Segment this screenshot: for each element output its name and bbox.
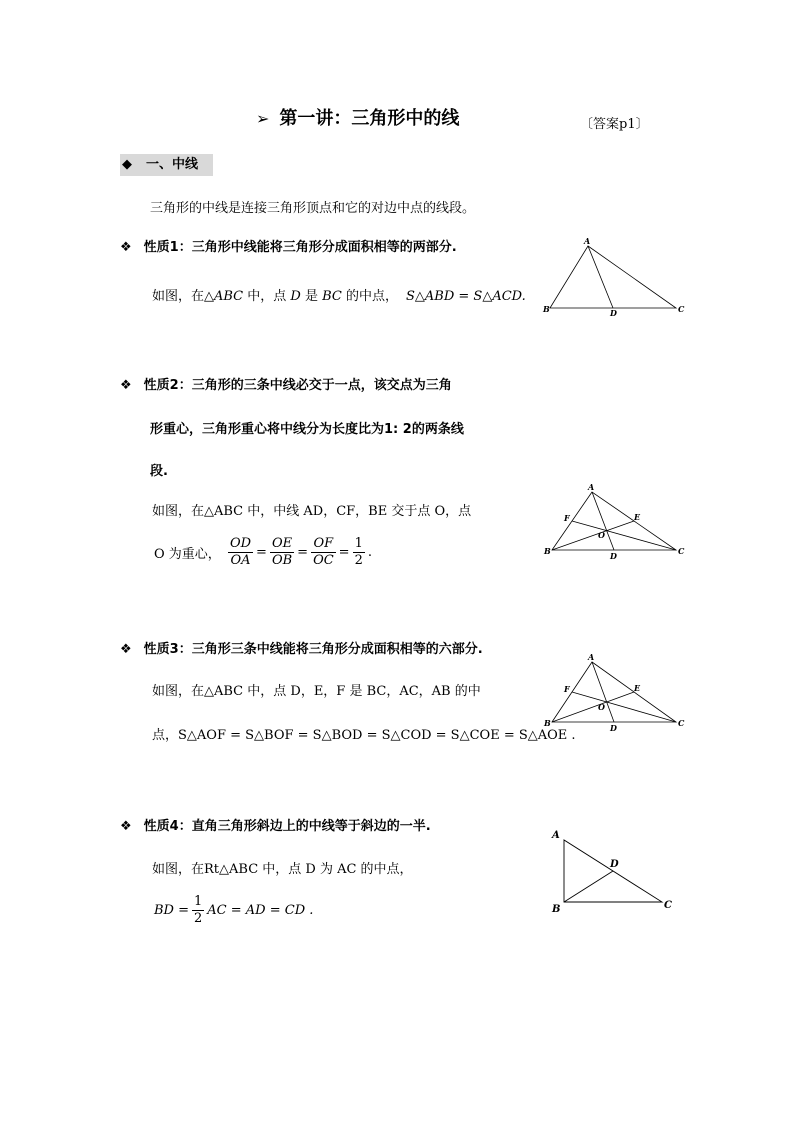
numerator: 1 (354, 536, 363, 551)
label-o: O (598, 702, 605, 712)
label-c: C (678, 546, 685, 556)
fraction-one-half (192, 894, 204, 927)
label-d: D (610, 723, 617, 733)
figure-2-centroid-triangle (540, 484, 690, 564)
property-1-title (120, 236, 457, 255)
math-abc: ABC (214, 289, 244, 304)
label-a: A (588, 652, 595, 662)
label-e: E (634, 683, 641, 693)
label-d: D (610, 551, 617, 561)
clover-bullet-icon: ❖ (120, 240, 132, 255)
property-3-desc-line: 如图，在△ABC 中，点 D，E，F 是 BC，AC，AB 的中 (152, 684, 481, 699)
label-b: B (552, 904, 561, 915)
desc-text: 的中点， (341, 289, 398, 304)
clover-bullet-icon: ❖ (120, 819, 132, 834)
section-label: 一、中线 (146, 157, 199, 172)
answer-note: 〔答案p1〕 (580, 117, 649, 132)
label-f: F (564, 513, 570, 523)
label-c: C (678, 304, 685, 314)
fraction-of-oc (311, 536, 336, 569)
fraction-od-oa (228, 536, 253, 569)
numerator: OE (270, 536, 294, 553)
property-1-desc (152, 285, 526, 304)
label-a: A (584, 236, 591, 246)
denominator: 2 (194, 911, 203, 926)
diamond-icon: ◆ (122, 157, 132, 172)
label-a: A (588, 484, 595, 492)
desc-text: 如图，在△ (152, 289, 214, 304)
label-e: E (634, 512, 641, 522)
property-4-formula (152, 894, 315, 927)
fraction-oe-ob (270, 536, 294, 569)
clover-bullet-icon: ❖ (120, 378, 132, 393)
section-header (120, 154, 213, 176)
property-3-title (120, 638, 483, 657)
desc-text: 是 (300, 289, 323, 304)
figure-3-six-parts-triangle (540, 652, 690, 734)
desc-text: O 为重心， (154, 547, 221, 562)
label-c: C (664, 900, 672, 911)
numerator: OF (311, 536, 336, 553)
denominator: 2 (354, 553, 363, 568)
property-2-title (120, 374, 452, 393)
property-4-title (120, 815, 431, 834)
title-text: 第一讲：三角形中的线 (279, 108, 460, 129)
figure-1-median-triangle (540, 236, 690, 316)
period: . (367, 545, 372, 560)
desc-text: 中，点 (243, 289, 291, 304)
label-b: B (543, 304, 550, 314)
property-2-title-line: 性质2：三角形的三条中线必交于一点，该交点为三角 (143, 378, 452, 393)
denominator: OC (313, 553, 334, 568)
denominator: OB (271, 553, 293, 568)
property-2-formula: O 为重心， $\frac{OD}{OA}$ = $\frac{OE}{OB}$ = $\frac{OF}{OC}$ = $\frac{1}{2}$ . (154, 536, 372, 568)
label-d: D (610, 859, 619, 870)
page-title (256, 104, 459, 130)
area-formula: S△ABD = S△ACD. (406, 289, 526, 304)
label-b: B (544, 546, 551, 556)
label-a: A (552, 830, 560, 841)
label-f: F (564, 684, 570, 694)
formula-left: BD = (154, 903, 190, 918)
intro-text: 三角形的中线是连接三角形顶点和它的对边中点的线段。 (150, 201, 476, 216)
label-d: D (610, 308, 617, 316)
property-3-formula: 点，S△AOF = S△BOF = S△BOD = S△COD = S△COE = S△AOE . (152, 728, 576, 743)
numerator: 1 (194, 894, 203, 909)
denominator: OA (230, 553, 251, 568)
figure-4-right-triangle (548, 826, 678, 916)
fraction-one-half (353, 536, 365, 569)
property-2-desc-line: 如图，在△ABC 中，中线 AD，CF，BE 交于点 O，点 (152, 504, 472, 519)
property-4-title-text: 性质4：直角三角形斜边上的中线等于斜边的一半. (143, 819, 431, 834)
arrow-icon: ➢ (256, 109, 270, 128)
property-2-title-line: 形重心，三角形重心将中线分为长度比为1: 2的两条线 (150, 422, 464, 437)
formula-right: AC = AD = CD . (207, 903, 314, 918)
label-b: B (544, 718, 551, 728)
property-2-title-line: 段. (150, 464, 168, 479)
label-c: C (678, 718, 685, 728)
clover-bullet-icon: ❖ (120, 642, 132, 657)
math-bc: BC (322, 289, 342, 304)
numerator: OD (229, 536, 252, 551)
math-d: D (290, 289, 301, 304)
property-1-title-text: 性质1：三角形中线能将三角形分成面积相等的两部分. (143, 240, 457, 255)
property-4-desc-line: 如图，在Rt△ABC 中，点 D 为 AC 的中点， (152, 862, 413, 877)
property-3-title-text: 性质3：三角形三条中线能将三角形分成面积相等的六部分. (143, 642, 483, 657)
label-o: O (598, 530, 605, 540)
